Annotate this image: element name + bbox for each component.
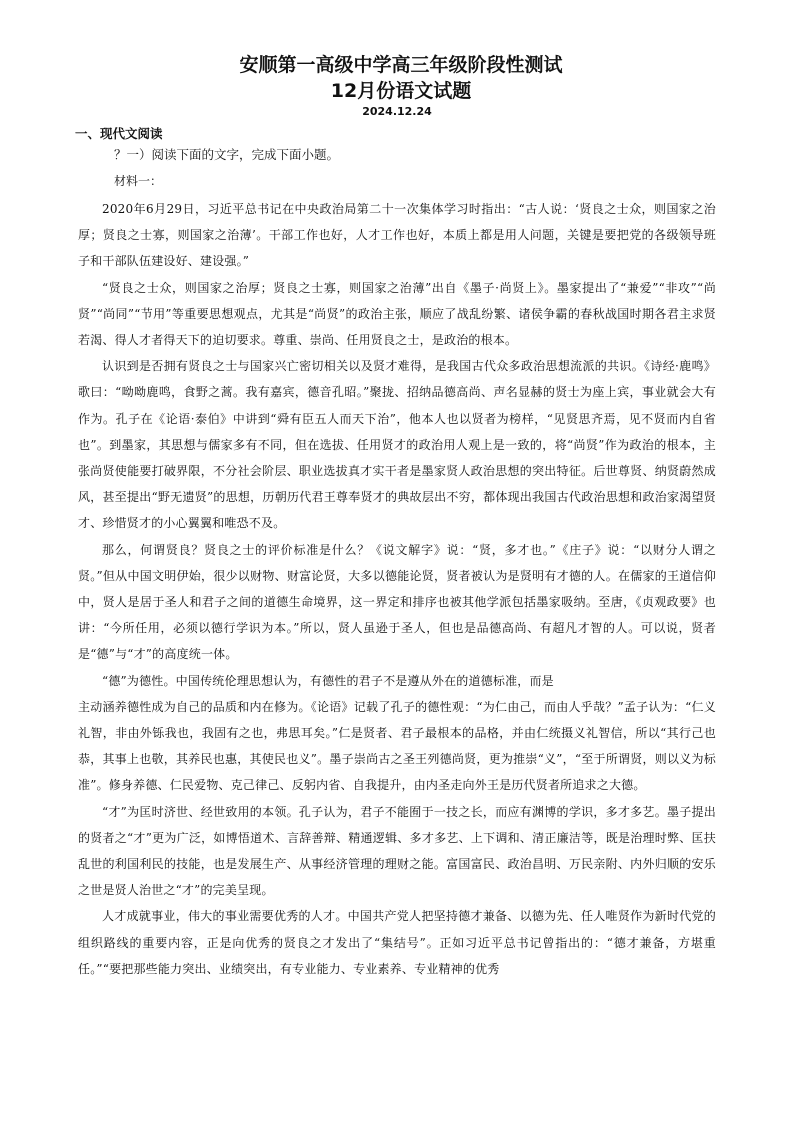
paragraph: “贤良之士众，则国家之治厚；贤良之士寡，则国家之治薄”出自《墨子·尚贤上》。墨家提出了“兼爱”“非攻”“尚贤”“尚同”“节用”等重要思想观点，尤其是“尚贤”的政治主张，顺应了战乱纷繁、诸侯争霸的春秋战国时期各君主求贤若渴、得人才者得天下的迫切要求。尊重、崇尚、任用贤良之士，是政治的根本。 [78,280,716,348]
paragraph: 2020年6月29日，习近平总书记在中央政治局第二十一次集体学习时指出：“古人说：‘贤良之士众，则国家之治厚；贤良之士寡，则国家之治薄’。干部工作也好，人才工作也好，本质上都是用人问题，关键是要把党的各级领导班子和干部队伍建设好、建设强。” [78,202,716,269]
exam-title: 安顺第一高级中学高三年级阶段性测试 [239,54,563,76]
paragraph: 那么，何谓贤良？贤良之士的评价标准是什么？《说文解字》说：“贤，多才也。”《庄子》说：“以财分人谓之贤。”但从中国文明伊始，很少以财物、财富论贤，大多以德能论贤，贤者被认为是贤明有才德的人。在儒家的王道信仰中，贤人是居于圣人和君子之间的道德生命境界，这一界定和排序也被其他学派包括墨家吸纳。至唐，《贞观政要》也讲：“今所任用，必须以德行学识为本。”所以，贤人虽逊于圣人，但也是品德高尚、有超凡才智的人。可以说，贤者是“德”与“才”的高度统一体。 [78,542,716,662]
question-instruction: ？一）阅读下面的文字，完成下面小题。 [114,147,340,162]
paragraph: “德”为德性。中国传统伦理思想认为，有德性的君子不是遵从外在的道德标准，而是 [102,673,554,688]
exam-subtitle: 12月份语文试题 [330,80,472,102]
paragraph: 认识到是否拥有贤良之士与国家兴亡密切相关以及贤才难得，是我国古代众多政治思想流派的共识。《诗经·鹿鸣》歌曰：“呦呦鹿鸣，食野之蒿。我有嘉宾，德音孔昭。”聚拢、招纳品德高尚、声名显赫的贤士为座上宾，事业就会大有作为。孔子在《论语·泰伯》中讲到“舜有臣五人而天下治”，他本人也以贤者为榜样，“见贤思齐焉，见不贤而内自省也”。到墨家，其思想与儒家多有不同，但在选拔、任用贤才的政治用人观上是一致的，将“尚贤”作为政治的根本，主张尚贤使能要打破界限，不分社会阶层、职业选拔真才实干者是墨家贤人政治思想的突出特征。后世尊贤、纳贤蔚然成风，甚至提出“野无遗贤”的思想，历朝历代君王尊奉贤才的典故层出不穷，都体现出我国古代政治思想和政治家渴望贤才、珍惜贤才的小心翼翼和唯恐不及。 [78,359,716,531]
paragraph: “才”为匡时济世、经世致用的本领。孔子认为，君子不能囿于一技之长，而应有渊博的学识，多才多艺。墨子提出的贤者之“才”更为广泛，如博悟道术、言辞善辩、精通逻辑、多才多艺、上下调和、清正廉洁等，既是治理时弊、匡扶乱世的利国利民的技能，也是发展生产、从事经济管理的理财之能。富国富民、政治昌明、万民亲附、内外归顺的安乐之世是贤人治世之“才”的完美呈现。 [78,804,716,898]
paragraph: 人才成就事业，伟大的事业需要优秀的人才。中国共产党人把坚持德才兼备、以德为先、任人唯贤作为新时代党的组织路线的重要内容，正是向优秀的贤良之才发出了“集结号”。正如习近平总书记曾指出的：“德才兼备，方堪重任。”“要把那些能力突出、业绩突出，有专业能力、专业素养、专业精神的优秀 [78,909,716,976]
material-label: 材料一： [114,174,163,188]
paragraph: 主动涵养德性成为自己的品质和内在修为。《论语》记载了孔子的德性观：“为仁由己，而由人乎哉？”孟子认为：“仁义礼智，非由外铄我也，我固有之也，弗思耳矣。”仁是贤者、君子最根本的品格，并由仁统摄义礼智信，所以“其行己也恭，其事上也敬，其养民也惠，其使民也义”。墨子崇尚古之圣王列德尚贤，更为推崇“义”，“至于所谓贤，则以义为标准”。修身养德、仁民爱物、克己律己、反躬内省、自我提升，由内圣走向外王是历代贤者所追求之大德。 [78,699,716,793]
section-heading: 一、现代文阅读 [75,126,163,141]
exam-date: 2024.12.24 [362,105,432,118]
